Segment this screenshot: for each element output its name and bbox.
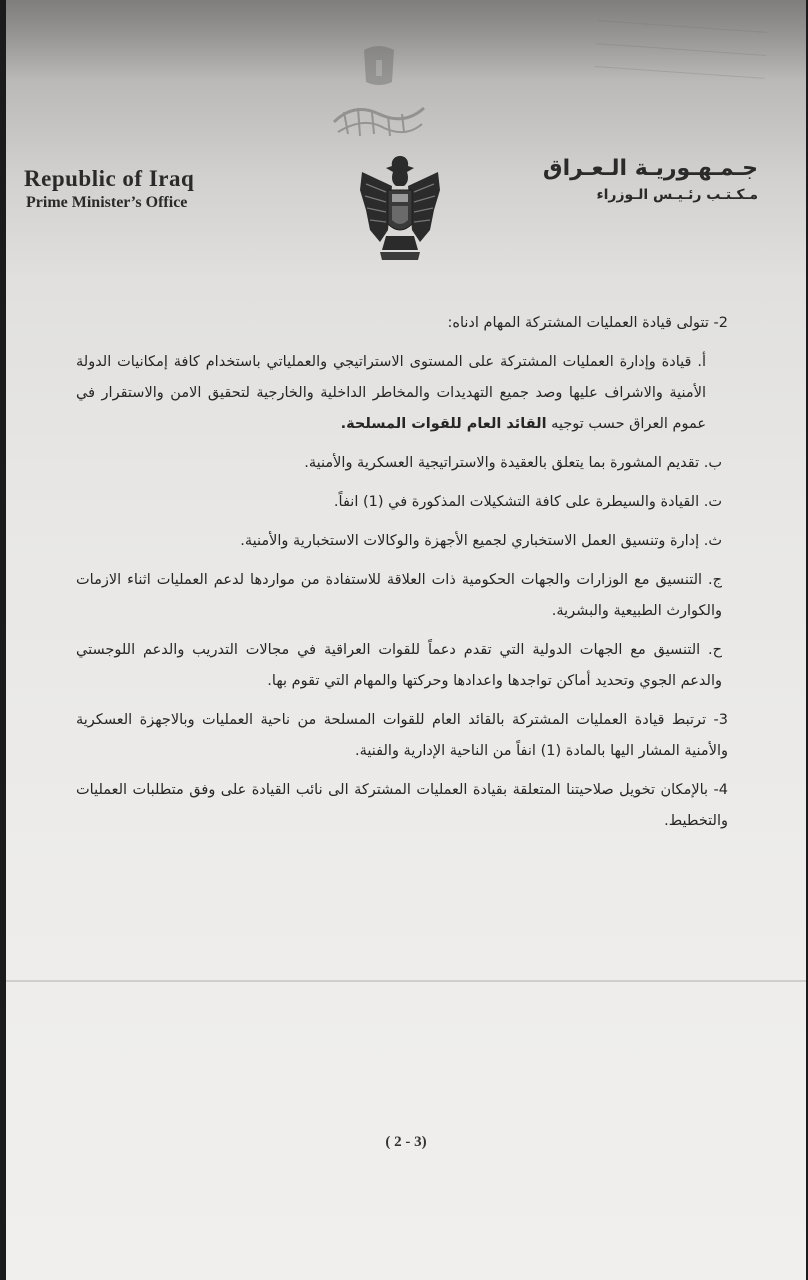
calligraphy-emblem-icon — [324, 42, 434, 142]
english-letterhead — [24, 166, 194, 212]
paragraph-2h: ح. التنسيق مع الجهات الدولية التي تقدم دعماً للقوات العراقية في مجالات التدريب والدعم اللوجستي والدعم الجوي وتحديد أماكن تواجدها واعدادها وحركتها والمهام التي تقوم بها. — [76, 642, 722, 689]
paragraph-2a-bold: القائد العام للقوات المسلحة. — [340, 416, 547, 432]
paragraph-2j: ج. التنسيق مع الوزارات والجهات الحكومية ذات العلاقة للاستفادة من مواردها لدعم العمليات اثناء الازمات والكوارث الطبيعية والبشرية. — [76, 572, 722, 619]
paragraph-2a — [76, 347, 728, 440]
document-page — [6, 0, 806, 1280]
paper-fold-line — [6, 980, 806, 982]
letterhead-subtitle-ar: مـكـتـب رئـيـس الـوزراء — [596, 187, 758, 203]
paragraph-2t: ت. القيادة والسيطرة على كافة التشكيلات المذكورة في (1) انفاً. — [333, 494, 722, 510]
paragraph-2th: ث. إدارة وتنسيق العمل الاستخباري لجميع الأجهزة والوكالات الاستخبارية والأمنية. — [240, 533, 722, 549]
faint-stamp — [593, 2, 769, 104]
letterhead-subtitle-en: Prime Minister’s Office — [26, 194, 188, 211]
letterhead-title-ar: جـمـهـوريـة الـعـراق — [542, 156, 758, 181]
letterhead-title-en: Republic of Iraq — [24, 166, 195, 191]
page-number: ( 2 - 3) — [385, 1134, 427, 1150]
paragraph-3: 3- ترتبط قيادة العمليات المشتركة بالقائد العام للقوات المسلحة من ناحية العمليات وبالاجهزة العسكرية والأمنية المشار اليها بالمادة (1) انفاً من الناحية الإدارية والفنية. — [76, 712, 728, 759]
paragraph-2-intro: 2- تتولى قيادة العمليات المشتركة المهام ادناه: — [447, 315, 728, 331]
eagle-of-saladin-emblem — [356, 150, 444, 265]
paragraph-2b: ب. تقديم المشورة بما يتعلق بالعقيدة والاستراتيجية العسكرية والأمنية. — [304, 455, 722, 471]
document-body — [76, 308, 728, 845]
paragraph-4: 4- بالإمكان تخويل صلاحيتنا المتعلقة بقيادة العمليات المشتركة الى نائب القيادة على وفق متطلبات العمليات والتخطيط. — [76, 782, 728, 829]
arabic-letterhead — [528, 156, 758, 203]
paragraph-2a-text: أ. قيادة وإدارة العمليات المشتركة على المستوى الاستراتيجي والعملياتي باستخدام كافة إمكانيات الدولة الأمنية والاشراف عليها وصد جميع التهديدات والمخاطر الداخلية والخارجية لتحقيق الامن والاستقرار في عموم العراق حسب توجيه — [76, 354, 706, 432]
